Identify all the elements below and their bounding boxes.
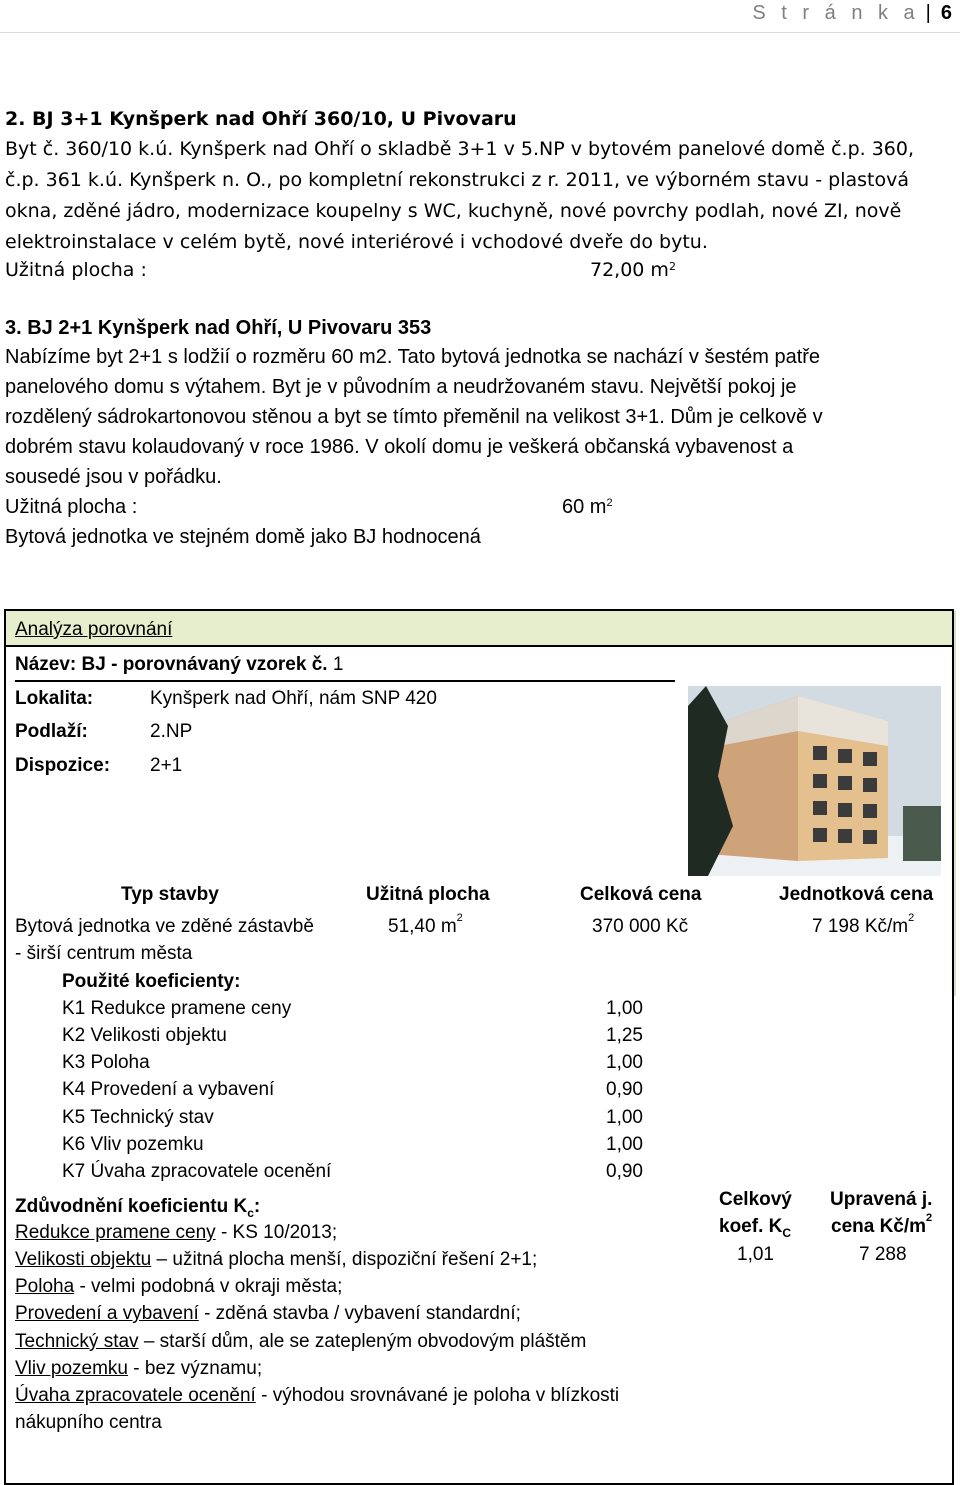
coef-value: 1,00: [606, 1107, 643, 1128]
section3-line: Nabízíme byt 2+1 s lodžií o rozměru 60 m2. Tato bytová jednotka se nachází v šestém patře: [5, 346, 821, 368]
justification-line: Redukce pramene ceny - KS 10/2013;: [15, 1222, 338, 1243]
analysis-title-divider: [6, 645, 952, 647]
page-number: 6: [940, 2, 952, 24]
coef-label: K2 Velikosti objektu: [62, 1025, 227, 1046]
building-photo: [688, 686, 941, 876]
justification-line: Vliv pozemku - bez významu;: [15, 1358, 263, 1379]
coef-label: K1 Redukce pramene ceny: [62, 998, 292, 1019]
analysis-footer-space: [15, 1444, 943, 1464]
page-label: S t r á n k a: [752, 2, 920, 24]
building-illustration: [688, 686, 941, 876]
row-unit-price: 7 198 $Kč/m^2$: [812, 912, 915, 937]
justification-title: Zdůvodnění koeficientu $K_c$:: [15, 1196, 261, 1220]
coef-value: 0,90: [606, 1161, 643, 1182]
col-header-area: Užitná plocha: [366, 884, 490, 905]
justification-line: Velikosti objektu – užitná plocha menší, dispoziční řešení 2+1;: [15, 1249, 538, 1270]
justification-line: Provedení a vybavení - zděná stavba / vybavení standardní;: [15, 1303, 521, 1324]
section2-area-value: 72,00 $m^2$: [590, 259, 676, 281]
section2-line: Byt č. 360/10 k.ú. Kynšperk nad Ohří o skladbě 3+1 v 5.NP v bytovém panelové domě č.p. 360,: [5, 138, 915, 160]
section2-line: elektroinstalace v celém bytě, nové interiérové i vchodové dveře do bytu.: [5, 231, 708, 253]
section3-line: dobrém stavu kolaudovaný v roce 1986. V okolí domu je veškerá občanská vybavenost a: [5, 436, 794, 458]
layout-label: Dispozice:: [15, 755, 111, 776]
section3-line: panelového domu s výtahem. Byt je v původním a neudržovaném stavu. Největší pokoj je: [5, 376, 797, 398]
adjusted-price-label2: cena $Kč/m^2$: [831, 1212, 933, 1237]
coef-value: 1,00: [606, 1134, 643, 1155]
section3-line: sousedé jsou v pořádku.: [5, 466, 222, 488]
name-underline: [15, 680, 675, 682]
section2-title: 2. BJ 3+1 Kynšperk nad Ohří 360/10, U Pivovaru: [5, 108, 517, 130]
page-separator: |: [925, 2, 931, 24]
sample-name: Název: BJ - porovnávaný vzorek č. 1: [15, 654, 344, 675]
coef-label: K4 Provedení a vybavení: [62, 1079, 275, 1100]
section2-line: okna, zděné jádro, modernizace koupelny s WC, kuchyně, nové povrchy podlah, nové ZI, nově: [5, 200, 902, 222]
justification-line: Úvaha zpracovatele ocenění - výhodou srovnávané je poloha v blízkosti: [15, 1385, 620, 1406]
coef-value: 1,00: [606, 998, 643, 1019]
coef-value: 0,90: [606, 1079, 643, 1100]
justification-line: Poloha - velmi podobná v okraji města;: [15, 1276, 343, 1297]
floor-value: 2.NP: [150, 721, 193, 742]
section3-note: Bytová jednotka ve stejném domě jako BJ hodnocená: [5, 526, 481, 548]
section3-area-value: 60 $m^2$: [562, 496, 613, 518]
floor-label: Podlaží:: [15, 721, 88, 742]
total-coef-label1: Celkový: [719, 1189, 792, 1210]
adjusted-price-label1: Upravená j.: [830, 1189, 933, 1210]
section3-line: rozdělený sádrokartonovou stěnou a byt se tímto přeměnil na velikost 3+1. Dům je celkově v: [5, 406, 823, 428]
row-type-line2: - širší centrum města: [15, 943, 193, 964]
section3-area-label: Užitná plocha :: [5, 496, 138, 518]
layout-value: 2+1: [150, 755, 183, 776]
header-rule: [0, 32, 960, 33]
coef-label: K7 Úvaha zpracovatele ocenění: [62, 1161, 332, 1182]
row-type-line1: Bytová jednotka ve zděné zástavbě: [15, 916, 314, 937]
section2-area-label: Užitná plocha :: [5, 259, 147, 281]
total-coef-value: 1,01: [737, 1244, 774, 1265]
adjusted-price-value: 7 288: [859, 1244, 907, 1265]
coef-label: K6 Vliv pozemku: [62, 1134, 204, 1155]
coef-label: K3 Poloha: [62, 1052, 150, 1073]
page-header: [752, 2, 952, 25]
justification-line: Technický stav – starší dům, ale se zatepleným obvodovým pláštěm: [15, 1331, 587, 1352]
col-header-unit-price: Jednotková cena: [779, 884, 934, 905]
coef-heading: Použité koeficienty:: [62, 971, 241, 992]
col-header-total-price: Celková cena: [580, 884, 702, 905]
coef-value: 1,25: [606, 1025, 643, 1046]
row-area: 51,40 $m^2$: [388, 912, 463, 937]
locality-label: Lokalita:: [15, 688, 94, 709]
analysis-title: Analýza porovnání: [15, 619, 173, 640]
total-coef-label2: koef. $K_C$: [719, 1216, 792, 1240]
coef-label: K5 Technický stav: [62, 1107, 214, 1128]
coef-value: 1,00: [606, 1052, 643, 1073]
justification-last-line: nákupního centra: [15, 1412, 162, 1433]
col-header-type: Typ stavby: [121, 884, 219, 905]
row-price: 370 000 Kč: [592, 916, 689, 937]
section2-line: č.p. 361 k.ú. Kynšperk n. O., po kompletní rekonstrukci z r. 2011, ve výborném stavu - plastová: [5, 169, 910, 191]
locality-value: Kynšperk nad Ohří, nám SNP 420: [150, 688, 437, 709]
section3-title: 3. BJ 2+1 Kynšperk nad Ohří, U Pivovaru 353: [5, 317, 432, 339]
